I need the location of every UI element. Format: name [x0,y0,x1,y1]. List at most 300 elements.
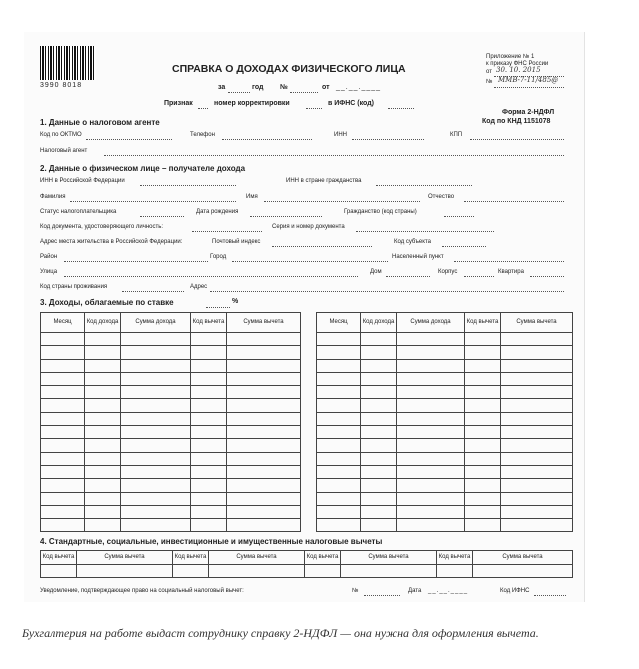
flat-label: Квартира [498,269,524,275]
appendix-number-handwritten: ММВ-7-11/485@ [498,76,559,84]
income-cell[interactable] [191,359,227,372]
patronymic-label: Отчество [428,194,455,200]
deduction-cell[interactable] [77,565,173,578]
income-cell[interactable] [397,452,465,465]
income-cell[interactable] [361,386,397,399]
section4-title: 4. Стандартные, социальные, инвестиционные и имущественные налоговые вычеты [40,537,383,546]
street-field[interactable] [64,276,358,277]
table-row [41,372,301,385]
income-cell[interactable] [317,346,361,359]
col-income-code: Код дохода [361,313,397,333]
appendix-date-handwritten: 30. 10. 2015 [496,66,541,74]
district-label: Район [40,254,58,260]
birth-label: Дата рождения [196,209,239,215]
income-cell[interactable] [191,465,227,478]
income-cell[interactable] [227,386,301,399]
income-cell[interactable] [85,333,121,346]
section3-title: 3. Доходы, облагаемые по ставке [40,298,174,307]
building-label: Корпус [438,269,458,275]
income-cell[interactable] [191,333,227,346]
income-cell[interactable] [397,399,465,412]
deduction-code-header: Код вычета [173,551,209,565]
locality-field[interactable] [454,261,564,262]
table-row [317,426,573,439]
table-row [317,346,573,359]
street-label: Улица [40,269,58,275]
income-cell[interactable] [227,372,301,385]
correction-field[interactable] [306,108,322,109]
income-cell[interactable] [501,346,573,359]
income-cell[interactable] [501,439,573,452]
income-cell[interactable] [501,492,573,505]
birth-field[interactable] [250,216,322,217]
table-row [41,359,301,372]
income-cell[interactable] [501,386,573,399]
income-cell[interactable] [397,359,465,372]
table-row [41,399,301,412]
za-label: за [218,84,226,91]
kpp-field[interactable] [470,139,564,140]
status-label: Статус налогоплательщика [40,209,117,215]
income-cell[interactable] [41,412,85,425]
table-row [317,372,573,385]
income-cell[interactable] [41,359,85,372]
income-cell[interactable] [121,492,191,505]
appendix-date-label: от [486,69,492,75]
table-row [317,519,573,532]
deduction-cell[interactable] [209,565,305,578]
deduction-code-header: Код вычета [437,551,473,565]
city-field[interactable] [232,261,388,262]
income-cell[interactable] [317,412,361,425]
income-cell[interactable] [501,452,573,465]
col-deduction-code: Код вычета [191,313,227,333]
notice-number-label: № [352,588,359,594]
year-field[interactable] [228,92,250,93]
income-cell[interactable] [41,479,85,492]
table-row [317,452,573,465]
income-cell[interactable] [465,372,501,385]
priznak-field[interactable] [198,108,208,109]
income-cell[interactable] [361,426,397,439]
income-cell[interactable] [121,465,191,478]
income-cell[interactable] [361,333,397,346]
income-cell[interactable] [465,399,501,412]
col-month: Месяц [41,313,85,333]
deduction-sum-header: Сумма вычета [77,551,173,565]
inn-country-field[interactable] [376,185,472,186]
income-cell[interactable] [191,412,227,425]
income-cell[interactable] [191,346,227,359]
flat-field[interactable] [530,276,564,277]
income-cell[interactable] [85,386,121,399]
income-cell[interactable] [191,492,227,505]
patronymic-field[interactable] [464,201,564,202]
deduction-cell[interactable] [473,565,573,578]
income-cell[interactable] [227,465,301,478]
income-cell[interactable] [85,479,121,492]
deduction-cell[interactable] [437,565,473,578]
income-cell[interactable] [397,439,465,452]
table-row [317,399,573,412]
income-cell[interactable] [85,426,121,439]
income-cell[interactable] [317,359,361,372]
col-income-sum: Сумма дохода [121,313,191,333]
agent-inn-label: ИНН [334,132,347,138]
date-field[interactable]: __.__.____ [336,84,382,91]
income-cell[interactable] [317,505,361,518]
oktmo-field[interactable] [86,139,172,140]
table-row [317,386,573,399]
income-cell[interactable] [41,346,85,359]
inn-rf-label: ИНН в Российской Федерации [40,178,125,184]
surname-field[interactable] [70,201,236,202]
income-cell[interactable] [361,372,397,385]
income-cell[interactable] [121,452,191,465]
income-cell[interactable] [121,359,191,372]
form-title: СПРАВКА О ДОХОДАХ ФИЗИЧЕСКОГО ЛИЦА [172,63,406,75]
table-row [41,333,301,346]
building-field[interactable] [464,276,494,277]
income-cell[interactable] [41,465,85,478]
income-cell[interactable] [317,372,361,385]
col-deduction-sum: Сумма вычета [501,313,573,333]
income-cell[interactable] [85,465,121,478]
table-row [41,346,301,359]
doc-code-field[interactable] [192,231,262,232]
notice-number-field[interactable] [364,595,400,596]
postal-label: Почтовый индекс [212,239,261,245]
income-cell[interactable] [465,412,501,425]
income-cell[interactable] [361,359,397,372]
income-cell[interactable] [317,333,361,346]
income-cell[interactable] [317,426,361,439]
address-rf-label: Адрес места жительства в Российской Федерации: [40,239,183,245]
income-cell[interactable] [227,346,301,359]
table-row [41,412,301,425]
income-cell[interactable] [85,452,121,465]
income-cell[interactable] [397,346,465,359]
income-cell[interactable] [191,426,227,439]
income-cell[interactable] [501,333,573,346]
region-label: Код субъекта [394,239,431,245]
income-cell[interactable] [361,465,397,478]
income-cell[interactable] [41,386,85,399]
income-cell[interactable] [121,346,191,359]
income-cell[interactable] [85,412,121,425]
income-cell[interactable] [397,372,465,385]
income-cell[interactable] [317,439,361,452]
col-month: Месяц [317,313,361,333]
table-row [317,359,573,372]
rate-percent: % [232,298,239,305]
form-sheet [24,32,585,602]
income-cell[interactable] [121,439,191,452]
table-row [41,519,301,532]
income-cell[interactable] [465,439,501,452]
citizenship-field[interactable] [444,216,474,217]
number-field[interactable] [290,92,318,93]
section1-title: 1. Данные о налоговом агенте [40,118,160,127]
income-cell[interactable] [41,519,85,532]
income-cell[interactable] [121,412,191,425]
income-cell[interactable] [227,359,301,372]
country-code-field[interactable] [122,291,184,292]
income-cell[interactable] [191,386,227,399]
city-label: Город [210,254,227,260]
postal-field[interactable] [272,246,372,247]
agent-label: Налоговый агент [40,148,88,154]
number-label: № [280,84,288,91]
ot-label: от [322,84,330,91]
caption: Бухгалтерия на работе выдаст сотруднику справку 2-НДФЛ — она нужна для оформления вычета. [22,626,539,640]
table-row [317,492,573,505]
address-label: Адрес [190,284,208,290]
col-deduction-sum: Сумма вычета [227,313,301,333]
income-cell[interactable] [191,372,227,385]
income-cell[interactable] [465,505,501,518]
income-cell[interactable] [465,479,501,492]
income-cell[interactable] [121,333,191,346]
house-field[interactable] [386,276,430,277]
deduction-cell[interactable] [41,565,77,578]
income-cell[interactable] [121,505,191,518]
income-cell[interactable] [85,399,121,412]
income-cell[interactable] [85,492,121,505]
income-cell[interactable] [465,452,501,465]
income-cell[interactable] [397,479,465,492]
god-label: год [252,84,264,91]
income-cell[interactable] [361,346,397,359]
income-cell[interactable] [121,479,191,492]
income-cell[interactable] [501,359,573,372]
income-cell[interactable] [397,333,465,346]
notice-label: Уведомление, подтверждающее право на социальный налоговый вычет: [40,588,244,594]
income-cell[interactable] [317,399,361,412]
income-cell[interactable] [85,346,121,359]
priznak-label: Признак [164,100,193,107]
income-cell[interactable] [361,519,397,532]
income-cell[interactable] [191,505,227,518]
table-row [41,386,301,399]
income-cell[interactable] [227,452,301,465]
income-cell[interactable] [317,519,361,532]
agent-inn-field[interactable] [352,139,424,140]
income-cell[interactable] [191,479,227,492]
doc-series-field[interactable] [356,231,494,232]
income-cell[interactable] [397,426,465,439]
income-cell[interactable] [397,386,465,399]
table-row [41,505,301,518]
income-cell[interactable] [501,465,573,478]
deductions-table [40,550,573,578]
income-cell[interactable] [227,492,301,505]
income-cell[interactable] [121,372,191,385]
col-deduction-code: Код вычета [465,313,501,333]
income-cell[interactable] [41,452,85,465]
surname-label: Фамилия [40,194,66,200]
income-cell[interactable] [465,519,501,532]
income-cell[interactable] [41,505,85,518]
income-cell[interactable] [397,505,465,518]
income-cell[interactable] [465,465,501,478]
income-cell[interactable] [121,399,191,412]
appendix-line2: к приказу ФНС России [486,61,549,67]
income-cell[interactable] [85,372,121,385]
house-label: Дом [370,269,382,275]
income-cell[interactable] [227,412,301,425]
income-cell[interactable] [85,439,121,452]
income-cell[interactable] [317,492,361,505]
status-field[interactable] [140,216,184,217]
income-cell[interactable] [501,372,573,385]
income-cell[interactable] [191,439,227,452]
appendix-number-label: № [486,79,493,85]
income-cell[interactable] [85,359,121,372]
income-cell[interactable] [317,479,361,492]
income-cell[interactable] [317,386,361,399]
name-field[interactable] [264,201,420,202]
deduction-code-header: Код вычета [305,551,341,565]
income-cell[interactable] [361,452,397,465]
income-cell[interactable] [227,479,301,492]
income-cell[interactable] [121,519,191,532]
table-row [317,465,573,478]
income-cell[interactable] [227,399,301,412]
income-cell[interactable] [85,519,121,532]
deduction-code-header: Код вычета [41,551,77,565]
income-cell[interactable] [317,452,361,465]
phone-field[interactable] [222,139,312,140]
income-cell[interactable] [191,452,227,465]
deduction-sum-header: Сумма вычета [341,551,437,565]
correction-label: номер корректировки [214,100,290,107]
income-cell[interactable] [41,399,85,412]
rate-field[interactable] [206,307,230,308]
table-row [41,492,301,505]
income-table-right [316,312,573,532]
section2-title: 2. Данные о физическом лице – получателе дохода [40,164,246,173]
table-row [317,479,573,492]
region-field[interactable] [442,246,486,247]
table-row [41,452,301,465]
income-cell[interactable] [397,492,465,505]
col-income-sum: Сумма дохода [397,313,465,333]
deduction-sum-header: Сумма вычета [209,551,305,565]
kpp-label: КПП [450,132,463,138]
deduction-sum-header: Сумма вычета [473,551,573,565]
income-cell[interactable] [397,412,465,425]
agent-field[interactable] [104,155,564,156]
deduction-cell[interactable] [173,565,209,578]
income-cell[interactable] [501,505,573,518]
citizenship-label: Гражданство (код страны) [344,209,417,215]
locality-label: Населенный пункт [392,254,444,260]
country-code-label: Код страны проживания [40,284,108,290]
appendix-number-line [494,87,564,88]
doc-code-label: Код документа, удостоверяющего личность: [40,224,164,230]
income-cell[interactable] [465,346,501,359]
income-cell[interactable] [501,479,573,492]
income-cell[interactable] [317,465,361,478]
income-cell[interactable] [361,479,397,492]
inn-rf-field[interactable] [140,185,236,186]
income-cell[interactable] [361,439,397,452]
income-cell[interactable] [227,505,301,518]
income-cell[interactable] [41,333,85,346]
table-row [317,412,573,425]
income-cell[interactable] [191,519,227,532]
notice-date-label: Дата [408,588,422,594]
table-row [317,333,573,346]
income-cell[interactable] [465,333,501,346]
doc-series-label: Серия и номер документа [272,224,345,230]
income-cell[interactable] [191,399,227,412]
name-label: Имя [246,194,258,200]
income-cell[interactable] [41,426,85,439]
district-field[interactable] [64,261,208,262]
income-cell[interactable] [227,519,301,532]
income-cell[interactable] [85,505,121,518]
income-cell[interactable] [121,426,191,439]
deduction-cell[interactable] [341,565,437,578]
inn-country-label: ИНН в стране гражданства [286,178,362,184]
income-cell[interactable] [41,372,85,385]
notice-date-field[interactable]: __.__.____ [428,588,469,594]
income-cell[interactable] [501,519,573,532]
income-cell[interactable] [465,492,501,505]
income-cell[interactable] [227,426,301,439]
notice-ifns-label: Код ИФНС [500,588,530,594]
table-row [41,479,301,492]
income-cell[interactable] [397,465,465,478]
barcode-number: 3990 8018 [40,82,83,89]
income-cell[interactable] [501,412,573,425]
income-cell[interactable] [41,439,85,452]
income-cell[interactable] [361,505,397,518]
income-cell[interactable] [501,426,573,439]
phone-label: Телефон [190,132,215,138]
ifns-field[interactable] [388,108,414,109]
income-cell[interactable] [361,492,397,505]
income-cell[interactable] [227,333,301,346]
income-cell[interactable] [227,439,301,452]
col-income-code: Код дохода [85,313,121,333]
notice-ifns-field[interactable] [534,595,566,596]
income-cell[interactable] [361,399,397,412]
table-row [41,465,301,478]
ifns-label: в ИФНС (код) [328,100,375,107]
oktmo-label: Код по ОКТМО [40,132,82,138]
table-row [41,426,301,439]
deduction-cell[interactable] [305,565,341,578]
income-cell[interactable] [501,399,573,412]
income-cell[interactable] [361,412,397,425]
table-row [317,439,573,452]
barcode [40,46,96,80]
address-field[interactable] [210,291,564,292]
income-cell[interactable] [397,519,465,532]
income-cell[interactable] [465,426,501,439]
income-cell[interactable] [465,359,501,372]
income-cell[interactable] [121,386,191,399]
income-cell[interactable] [465,386,501,399]
knd-code: Код по КНД 1151078 [482,118,551,125]
table-row [41,439,301,452]
income-cell[interactable] [41,492,85,505]
income-table-left [40,312,301,532]
appendix-line1: Приложение № 1 [486,54,535,60]
